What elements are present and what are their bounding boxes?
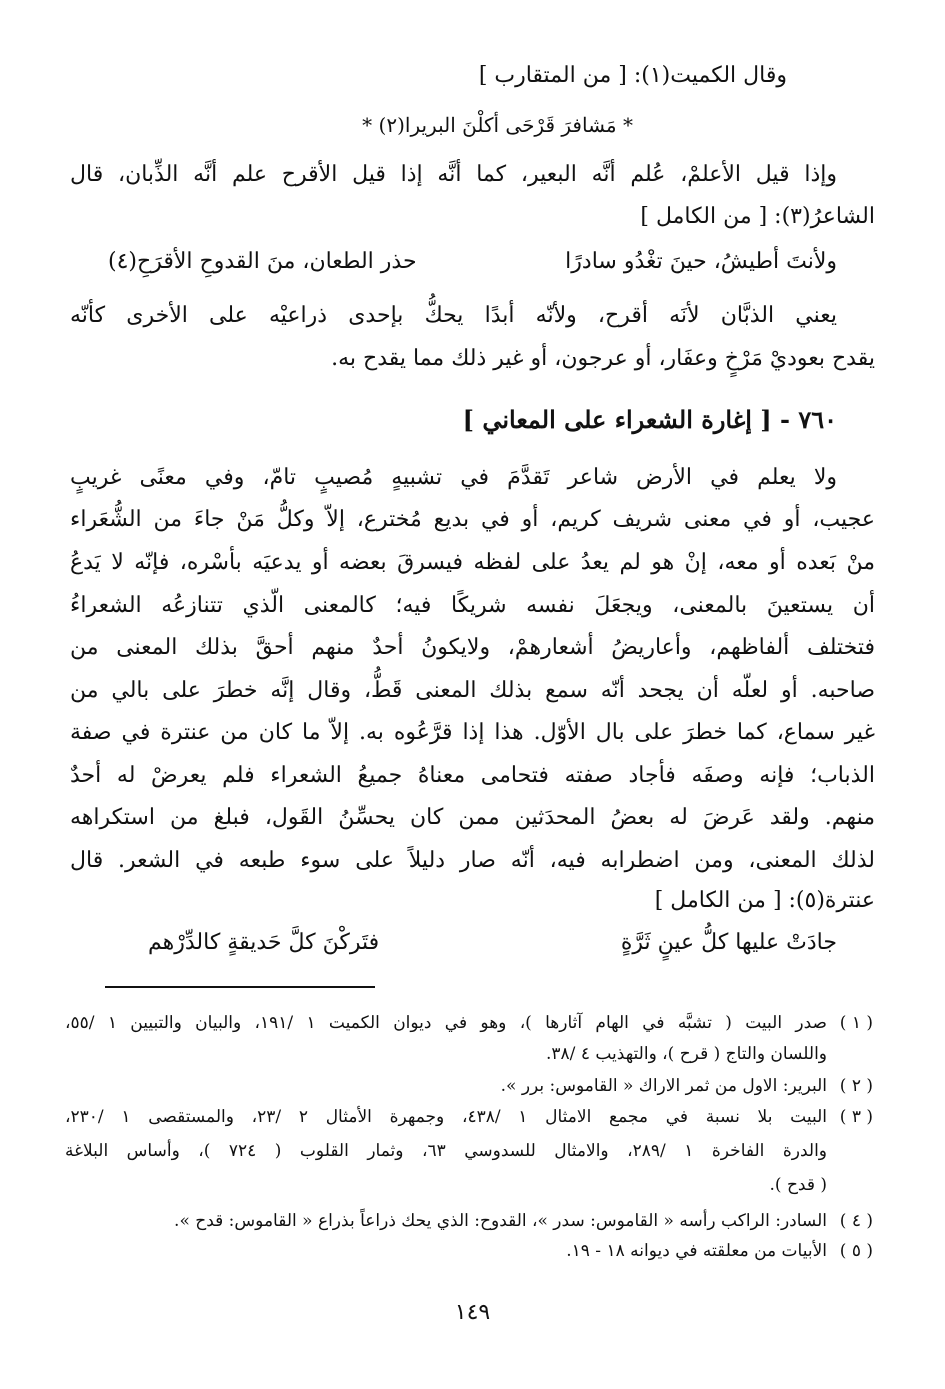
paragraph2-line-1: يعني الذبَّان لأنَه أقرح، ولأنّه أبدًا يحكُّ بإحدى ذراعيْه على الأخرى كأنّه [70,303,837,328]
footnote-3-line-2: والدرة الفاخرة ١ /٢٨٩، والامثال للسدوسي ٦٣، وثمار القلوب ( ٧٢٤ )، وأساس البلاغة [65,1141,828,1161]
footnote-3-number: ( ٣ ) [839,1107,873,1127]
footnote-1-line-1: صدر البيت ( تشبَّه في الهام آثارها )، وهو في ديوان الكميت ١ /١٩١، والبيان والتبيين ١ /٥٥، [65,1013,827,1033]
paragraph3-line-3: منْ بَعده أو معه، إنْ هو لم يعدُ على لفظه فيسرقَ بعضه أو يدعيَه بأسْره، فإنّه لا يَدعُ [70,550,875,575]
footnote-5-number: ( ٥ ) [839,1241,873,1261]
paragraph1-line-1: وإذا قيل الأعلمْ، عُلم أنَّه البعير، كما أنَّه إذا قيل الأقرح علم أنَّه الذِّبان، قال [70,162,837,187]
kumayt-intro-line: وقال الكميت(١): [ من المتقارب ] [478,63,787,88]
footnote-3-line-3: ( قدح ). [769,1175,827,1195]
paragraph2-line-2: يقدح بعوديْ مَرْخٍ وعفَار، أو عرجون، أو غير ذلك مما يقدح به. [331,346,875,371]
paragraph3-line-2: عجيب، أو في معنى شريف كريم، أو في بديع مُخترع، إلاّ وكلُّ مَنْ جاءَ من الشُّعَراء [70,507,875,532]
footnote-4-line-1: السادر: الراكب رأسه « القاموس: سدر »، القدوح: الذي يحك ذراعاً بذراع « القاموس: قدح ». [174,1211,827,1231]
paragraph1-line-2: الشاعرُ(٣): [ من الكامل ] [640,204,875,229]
verse2-first-hemistich: جادَتْ عليها كلُّ عينٍ ثَرَّةٍ [620,930,837,955]
footnote-4-number: ( ٤ ) [839,1211,873,1231]
footnote-2-line-1: البرير: الاول من ثمر الاراك « القاموس: برر ». [500,1076,827,1096]
verse2-second-hemistich: فتَركْنَ كلَّ حَديقةٍ كالدِّرْهم [148,930,380,955]
paragraph3-line-8: الذباب؛ فإنه وصفَه فأجاد صفته فتحامى معناهُ جميعُ الشعراء فلم يعرضْ له أحدٌ [70,763,875,788]
paragraph3-line-9: منهم. ولقد عَرضَ له بعضُ المحدَثين ممن كان يحسِّنُ القَول، فبلغ من استكراهه [70,805,875,830]
paragraph3-line-6: صاحبه. أو لعلّه أن يجحد أنّه سمع بذلك المعنى قَطُّ، وقال إنَّه خطرَ على بالي من [70,678,875,703]
footnote-1-number: ( ١ ) [839,1013,873,1033]
paragraph3-line-4: أن يستعينَ بالمعنى، ويجعَلَ نفسه شريكًا فيه؛ كالمعنى الّذي تتنازعُه الشعراءُ [70,593,875,618]
paragraph3-line-5: فتختلف ألفاظهم، وأعاريضُ أشعارهمْ، ولايكونُ أحدٌ منهم أحقَّ بذلك المعنى من [70,635,875,660]
footnote-3-line-1: البيت بلا نسبة في مجمع الامثال ١ /٤٣٨، وجمهرة الأمثال ٢ /٢٣، والمستقصى ١ /٢٣٠، [65,1107,827,1127]
verse1-second-hemistich: حذر الطعان، منَ القدوحِ الأقرَحِ(٤) [108,249,417,274]
footnote-2-number: ( ٢ ) [839,1076,873,1096]
paragraph3-line-11: عنترة(٥): [ من الكامل ] [654,888,875,913]
verse1-first-hemistich: ولأنتَ أطيشُ، حينَ تغْدُو سادرًا [565,249,837,274]
page-number: ١٤٩ [454,1300,491,1325]
paragraph3-line-10: لذلك المعنى، ومن اضطرابه فيه، أنّه صار دليلاً على سوء طبعه في الشعر. قال [70,848,875,873]
footnote-separator [105,986,375,988]
paragraph3-line-7: غير سماع، كما خطرَ على بال الأوّل. هذا إذا قرَّعُوه به. إلاّ ما كان من عنترة في صفة [70,720,875,745]
footnote-1-line-2: واللسان والتاج ( قرح )، والتهذيب ٤ /٣٨. [546,1044,827,1064]
section-heading: ٧٦٠ - [ إغارة الشعراء على المعاني ] [462,405,837,434]
paragraph3-line-1: ولا يعلم في الأرض شاعر تَقدَّمَ في تشبيهٍ مُصيبٍ تامّ، وفي معنًى غريبٍ [70,465,837,490]
footnote-5-line-1: الأبيات من معلقته في ديوانه ١٨ - ١٩. [566,1241,827,1261]
kumayt-verse: * مَشافرَ قَرْحَى أكلْنَ البريرا(٢) * [362,113,633,137]
